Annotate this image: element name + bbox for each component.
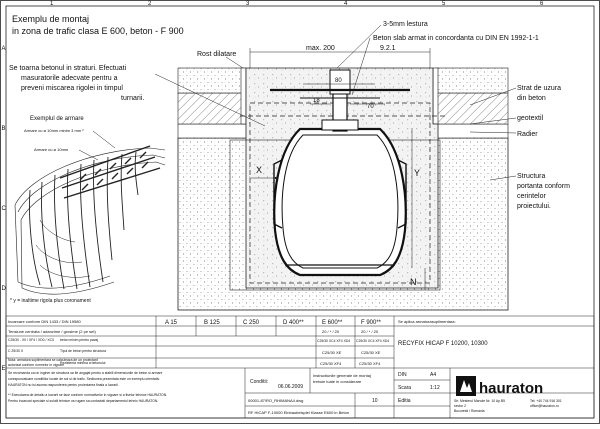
section-view bbox=[155, 25, 516, 310]
col-label-4: 4 bbox=[344, 1, 348, 7]
wear-layer-right bbox=[436, 93, 508, 124]
condition-label: Conditii: bbox=[250, 379, 269, 385]
class-e600: E 600** bbox=[322, 320, 343, 326]
pour-note-line-4: turnarii. bbox=[121, 95, 145, 102]
product-name: RECYFIX HICAP F 10200, 10300 bbox=[398, 341, 488, 347]
expansion-joint-right bbox=[433, 68, 438, 124]
row3-f900: C25/30 XC4 XF4 XD4 bbox=[356, 339, 390, 343]
row4-sub: Tipul de beton pentru structura bbox=[60, 349, 107, 353]
col-label-5: 5 bbox=[442, 1, 446, 7]
row-label-c: C bbox=[1, 206, 6, 212]
label-wear-line-2: din beton bbox=[517, 95, 546, 102]
row5-e600: C25/30 XF4 bbox=[320, 361, 342, 366]
contact-mail: office@hauraton.ro bbox=[530, 404, 559, 408]
disclaimer-line-3: HAURATON nu isi asuma raspunderea pentru proiectarea finala a lucrarii. bbox=[8, 383, 119, 387]
date: 06.06.2009 bbox=[278, 384, 304, 390]
row1-label: Incarcare conform DIN 1433 / DIN 19580 bbox=[8, 319, 81, 324]
title-line-1: Exemplu de montaj bbox=[12, 14, 90, 24]
channel-inner bbox=[282, 135, 398, 268]
instructions-line-2: trebuie luate in considerare bbox=[313, 379, 362, 384]
label-struct-line-2: portanta conform bbox=[517, 183, 570, 190]
rebar-label-a: Armare cu ø 10mm minim 3 mm ² bbox=[24, 128, 84, 133]
pour-note-line-3: preveni miscarea rigolei in timpul bbox=[21, 85, 123, 92]
pour-note-line-2: masuratorile adecvate pentru a bbox=[21, 75, 118, 82]
wear-layer-left bbox=[178, 93, 245, 124]
row2-label: Tensiune centrata / adancime / grosime (2 pe set) bbox=[8, 329, 96, 334]
label-max: max. 200 bbox=[306, 45, 335, 52]
hauraton-logo bbox=[456, 376, 543, 397]
row5-label: Rezistenta minima a betonului bbox=[60, 361, 106, 365]
sheet-number: 10 bbox=[372, 398, 378, 404]
scale-label: Scara bbox=[398, 385, 412, 391]
row4-label: C 25/30 X bbox=[8, 349, 24, 353]
left-note-line-2: autorizat conform normelor in vigoare bbox=[8, 363, 65, 367]
contact-tel: Tel: +40 744 916 301 bbox=[530, 399, 562, 403]
label-wear-line-1: Strat de uzura bbox=[517, 85, 561, 92]
class-c250: C 250 bbox=[243, 320, 260, 326]
label-geotextile: geotextil bbox=[517, 115, 544, 122]
label-joint: Rost dilatare bbox=[197, 51, 237, 58]
label-n: N bbox=[410, 277, 417, 287]
split-label: Se aplica armaturasuplimentara: bbox=[398, 319, 456, 324]
pour-note-line-1: Se toarna betonul in straturi. Efectuati bbox=[9, 65, 127, 72]
contact-line-1: Str. Mesterul Manole Nr. 10 Ap.B5 bbox=[454, 399, 506, 403]
class-d400: D 400** bbox=[283, 320, 304, 326]
label-x: X bbox=[256, 165, 263, 175]
class-a15: A 15 bbox=[165, 320, 178, 326]
row5-f900: C25/30 XF4 bbox=[359, 361, 381, 366]
label-slab-line-1: Beton slab armat in concordanta cu DIN EN 1992-1-1 bbox=[373, 35, 539, 42]
channel-top bbox=[322, 120, 358, 130]
row2-f900: 20 / * / 20 bbox=[361, 329, 379, 334]
row3-label: C25/30 - X0 / XF4 / XD0 / XC0 bbox=[8, 338, 54, 342]
label-dim-18: 18 bbox=[313, 98, 320, 104]
din-value: A4 bbox=[430, 372, 437, 378]
row4-f900: C25/30 XE bbox=[361, 350, 381, 355]
rebar-label-b: Armare cu ø 10mm bbox=[34, 147, 69, 152]
scale-value: 1:12 bbox=[430, 385, 440, 391]
drawing-code: 00001-87/RO_RHIMANA4.dwg bbox=[248, 398, 304, 403]
label-dim-80: 80 bbox=[335, 78, 342, 84]
rebar-title: Exemplul de armare bbox=[30, 116, 84, 122]
disclaimer-line-5: Pentru incarcari speciale si solutii tehnice va rugam sa contactati departamentul tehnic HAURATON. bbox=[8, 399, 159, 403]
label-dim-70: 70 bbox=[367, 104, 374, 110]
row2-e600: 20 / * / 20 bbox=[322, 329, 340, 334]
row-label-a: A bbox=[1, 46, 6, 52]
row-label-e: E bbox=[1, 366, 6, 372]
label-struct-line-4: proiectului. bbox=[517, 203, 551, 210]
contact-line-3: Bucuresti / Romania bbox=[454, 409, 485, 413]
surface-right bbox=[436, 68, 508, 93]
contact-line-2: sector 2 bbox=[454, 404, 467, 408]
din-label: DIN bbox=[398, 372, 407, 378]
label-struct-line-1: Structura bbox=[517, 173, 546, 180]
surface-left bbox=[178, 68, 245, 93]
footnote: * y = inaltime rigola plus coronament bbox=[10, 298, 91, 304]
title-line-2: in zona de trafic clasa E 600, beton - F 900 bbox=[12, 26, 184, 36]
label-radier: Radier bbox=[517, 131, 538, 138]
label-gap: 3-5mm lestura bbox=[383, 21, 428, 28]
drawing-name: RF HICAP F-10000 Einbaubeispiel Klasse E600 in Beton bbox=[248, 410, 350, 415]
col-label-6: 6 bbox=[540, 1, 544, 7]
left-note-line-1: Nota: armatura suplimentara se calculeaza de un proiectant bbox=[8, 358, 98, 362]
disclaimer-line-1: Se recomanda ca un inginer de structura sa fie angajat pentru a stabili dimensiunile de beton si armare bbox=[8, 371, 163, 375]
edition-label: Editia bbox=[398, 398, 411, 404]
label-y: Y bbox=[414, 168, 421, 178]
row4-e600: C25/30 XE bbox=[322, 350, 342, 355]
disclaimer-line-2: corespunzatoare conditiilor locale de sol si de trafic. Sectiunea prezentata este un exemplu orientativ. bbox=[8, 377, 160, 381]
col-label-2: 2 bbox=[148, 1, 152, 7]
brand-name: hauraton bbox=[479, 380, 544, 397]
class-b125: B 125 bbox=[204, 320, 220, 326]
row3-e600: C25/30 XC4 XF4 XD4 bbox=[317, 339, 351, 343]
row-label-b: B bbox=[1, 126, 6, 132]
label-slab-line-2: 9.2.1 bbox=[380, 45, 396, 52]
row-label-d: D bbox=[1, 286, 6, 292]
col-label-3: 3 bbox=[246, 1, 250, 7]
row3-sub: beton minim pentru pavaj bbox=[60, 338, 99, 342]
disclaimer-line-4: ** Executarea de detaliu a lucrarii se face conform normativelor in vigoare si a fiselor tehnice HAURATON. bbox=[8, 393, 168, 397]
label-struct-line-3: cerintelor bbox=[517, 193, 546, 200]
instructions-line-1: Instructiunile generale de montaj bbox=[313, 373, 371, 378]
col-label-1: 1 bbox=[50, 1, 54, 7]
class-f900: F 900** bbox=[361, 320, 382, 326]
